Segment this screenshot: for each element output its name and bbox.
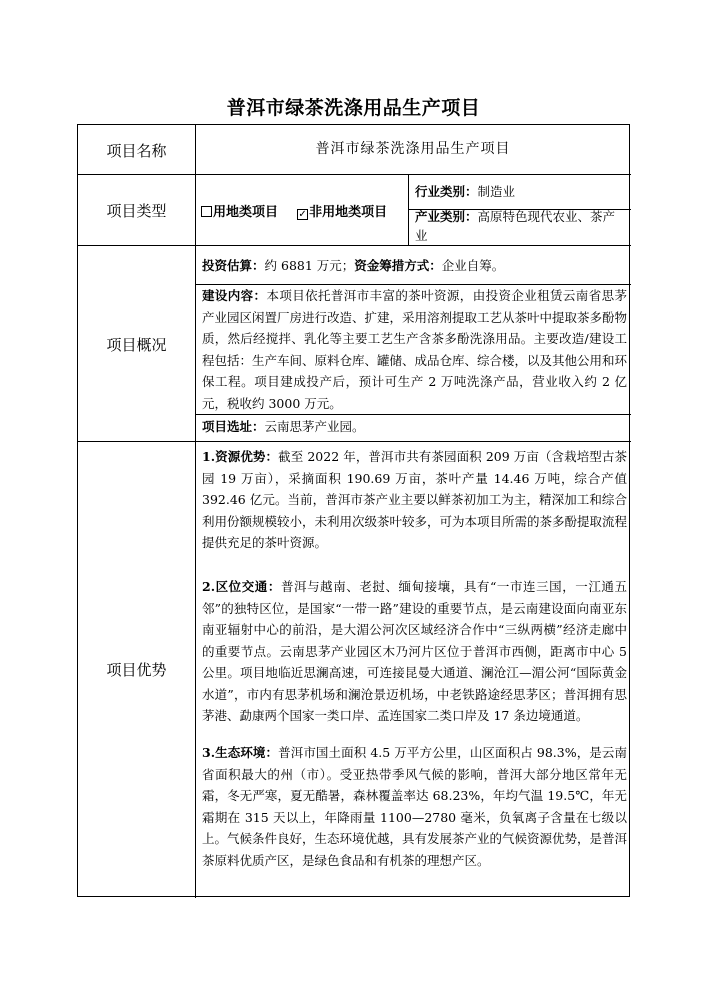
sector-category	[415, 207, 625, 245]
investment-line	[202, 255, 626, 277]
advantage-text: 普洱与越南、老挝、缅甸接壤，具有“一市连三国，一江通五邻”的独特区位，是国家“一带一路”建设的重要节点，是云南建设面向南亚东南亚辐射中心的前沿，是大湄公河次区域经济合作中“三纵两横”经济走廊中的重要节点。云南思茅产业园区木乃河片区位于普洱市西侧，距离市中心 5 公里。项目地临近思澜高速，可连接昆曼大通道、澜沧江—湄公河“国际黄金水道”，市内有思茅机场和澜沧景迈机场，中老铁路途经思茅区；普洱拥有思茅港、勐康两个国家一类口岸、孟连国家二类口岸及 17 条边境通道。	[202, 579, 627, 723]
sector-category-value: 高原特色现代农业、茶产业	[415, 209, 616, 243]
site-heading: 项目选址：	[202, 419, 265, 434]
project-type-label: 项目类型	[106, 202, 167, 220]
project-overview-label: 项目概况	[106, 336, 167, 354]
land-use-option-label: 用地类项目	[213, 205, 279, 220]
site-value: 云南思茅产业园。	[264, 419, 365, 434]
site-line	[202, 416, 626, 438]
advantage-location	[202, 576, 627, 727]
row-divider	[78, 441, 631, 442]
industry-category-value: 制造业	[477, 184, 516, 199]
construction-text: 本项目依托普洱市丰富的茶叶资源，由投资企业租赁云南省思茅产业园区闲置厂房进行改造、扩建，采用溶剂提取工艺从茶叶中提取茶多酚物质，然后经搅拌、乳化等主要工艺生产含茶多酚洗涤用品。主要改造/建设工程包括：生产车间、原料仓库、罐储、成品仓库、综合楼，以及其他公用和环保工程。项目建成投产后，预计可生产 2 万吨洗涤产品，营业收入约 2 亿元，税收约 3000 万元。	[202, 288, 628, 411]
industry-category-heading: 行业类别：	[415, 184, 478, 199]
construction-content	[202, 285, 627, 414]
funding-heading: 资金筹措方式：	[354, 258, 442, 273]
row-divider	[195, 414, 631, 415]
investment-value: 约 6881 万元；	[264, 258, 355, 273]
row-divider	[78, 174, 631, 175]
document-title: 普洱市绿茶洗涤用品生产项目	[226, 97, 481, 119]
sector-category-heading: 产业类别：	[415, 209, 478, 224]
advantage-text: 截至 2022 年，普洱市共有茶园面积 209 万亩（含栽培型古茶园 19 万亩），采摘面积 190.69 万亩，茶叶产量 14.46 万吨，综合产值 392.46 亿元。当前，普洱市茶产业主要以鲜茶初加工为主，精深加工和综合利用份额规模较小，未利用次级茶叶较多，可为本项目所需的茶多酚提取流程提供充足的茶叶资源。	[202, 449, 628, 550]
project-name-value: 普洱市绿茶洗涤用品生产项目	[315, 141, 511, 157]
advantage-resources	[202, 446, 627, 554]
advantage-text: 普洱市国土面积 4.5 万平方公里，山区面积占 98.3%，是云南省面积最大的州（市）。受亚热带季风气候的影响，普洱大部分地区常年无霜，冬无严寒，夏无酷暑，森林覆盖率达 68.23%，年均气温 19.5℃，年无霜期在 315 天以上，年降雨量 1100—2780 毫米，负氧离子含量在七级以上。气候条件良好，生态环境优越，具有发展茶产业的气候资源优势，是普洱茶原料优质产区，是绿色食品和有机茶的理想产区。	[202, 745, 628, 868]
column-divider	[195, 125, 196, 898]
land-use-checkbox[interactable]	[201, 206, 212, 217]
advantage-heading: 3.生态环境：	[202, 745, 279, 760]
non-land-use-checkbox[interactable]: ✓	[298, 209, 307, 220]
investment-heading: 投资估算：	[202, 258, 265, 273]
project-advantages-label: 项目优势	[106, 661, 167, 679]
advantage-heading: 1.资源优势：	[202, 449, 279, 464]
project-name-label: 项目名称	[106, 142, 167, 160]
construction-heading: 建设内容：	[202, 288, 267, 303]
row-divider	[78, 245, 631, 246]
non-land-use-option-label: 非用地类项目	[309, 205, 388, 220]
project-table	[77, 124, 630, 897]
funding-value: 企业自筹。	[441, 258, 505, 273]
advantage-heading: 2.区位交通：	[202, 579, 281, 594]
advantage-ecology	[202, 742, 627, 871]
column-divider	[408, 174, 409, 245]
industry-category	[415, 181, 625, 203]
project-type-options	[201, 201, 387, 220]
